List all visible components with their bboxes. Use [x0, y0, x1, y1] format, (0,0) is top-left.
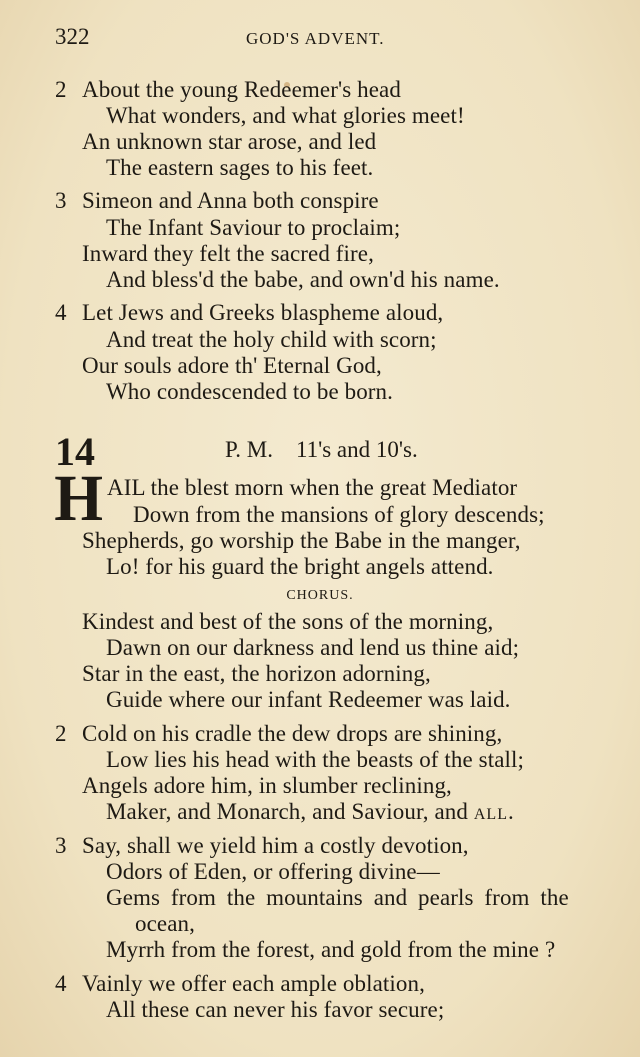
stanza-number: 2: [55, 721, 67, 746]
verse-line: And treat the holy child with scorn;: [106, 327, 437, 352]
stanza-number: 3: [55, 188, 67, 213]
verse-line: All these can never his favor secure;: [106, 997, 445, 1022]
verse-line: Angels adore him, in slumber reclining,: [82, 773, 452, 798]
verse-line: Lo! for his guard the bright angels attend.: [106, 554, 494, 579]
verse-line: AIL the blest morn when the great Mediator: [107, 475, 518, 500]
verse-line-continuation: ocean,: [135, 911, 195, 936]
verse-line: Our souls adore th' Eternal God,: [82, 353, 382, 378]
verse-line: About the young Redeemer's head: [82, 77, 401, 102]
verse-line: Myrrh from the forest, and gold from the mine ?: [106, 937, 556, 962]
hymn-number: 14: [55, 429, 95, 474]
verse-line: What wonders, and what glories meet!: [106, 103, 465, 128]
chorus-label: CHORUS.: [286, 588, 354, 603]
running-title: GOD'S ADVENT.: [246, 29, 385, 48]
chorus-line: Star in the east, the horizon adorning,: [82, 661, 431, 686]
verse-text: Maker, and Monarch, and Saviour, and: [106, 799, 468, 824]
stanza-number: 4: [55, 971, 67, 996]
chorus-line: Guide where our infant Redeemer was laid.: [106, 687, 511, 712]
verse-line: The eastern sages to his feet.: [106, 155, 374, 180]
verse-line: And bless'd the babe, and own'd his name.: [106, 267, 500, 292]
verse-line: Cold on his cradle the dew drops are shining,: [82, 721, 503, 746]
page-number: 322: [55, 24, 90, 49]
verse-line: Down from the mansions of glory descends;: [133, 502, 545, 527]
drop-cap: H: [54, 462, 104, 535]
verse-line: Say, shall we yield him a costly devotion,: [82, 833, 469, 858]
verse-line: The Infant Saviour to proclaim;: [106, 215, 401, 240]
verse-line: Low lies his head with the beasts of the stall;: [106, 747, 524, 772]
chorus-line: Dawn on our darkness and lend us thine aid;: [106, 635, 520, 660]
verse-line: An unknown star arose, and led: [82, 129, 377, 154]
verse-line: Shepherds, go worship the Babe in the manger,: [82, 528, 521, 553]
chorus-line: Kindest and best of the sons of the morning,: [82, 609, 494, 634]
stanza-number: 4: [55, 300, 67, 325]
verse-line: Vainly we offer each ample oblation,: [82, 971, 425, 996]
stanza-number: 3: [55, 833, 67, 858]
verse-line: Who condescended to be born.: [106, 379, 394, 404]
verse-line: [106, 798, 515, 826]
verse-line: Odors of Eden, or offering divine—: [106, 859, 440, 884]
verse-line: Gems from the mountains and pearls from the: [106, 885, 569, 910]
verse-line: Simeon and Anna both conspire: [82, 188, 379, 213]
verse-line: Inward they felt the sacred fire,: [82, 241, 374, 266]
small-caps-word: all.: [473, 799, 515, 824]
hymn-meter: P. M. 11's and 10's.: [225, 437, 418, 462]
stanza-number: 2: [55, 77, 67, 102]
verse-line: Let Jews and Greeks blaspheme aloud,: [82, 300, 444, 325]
